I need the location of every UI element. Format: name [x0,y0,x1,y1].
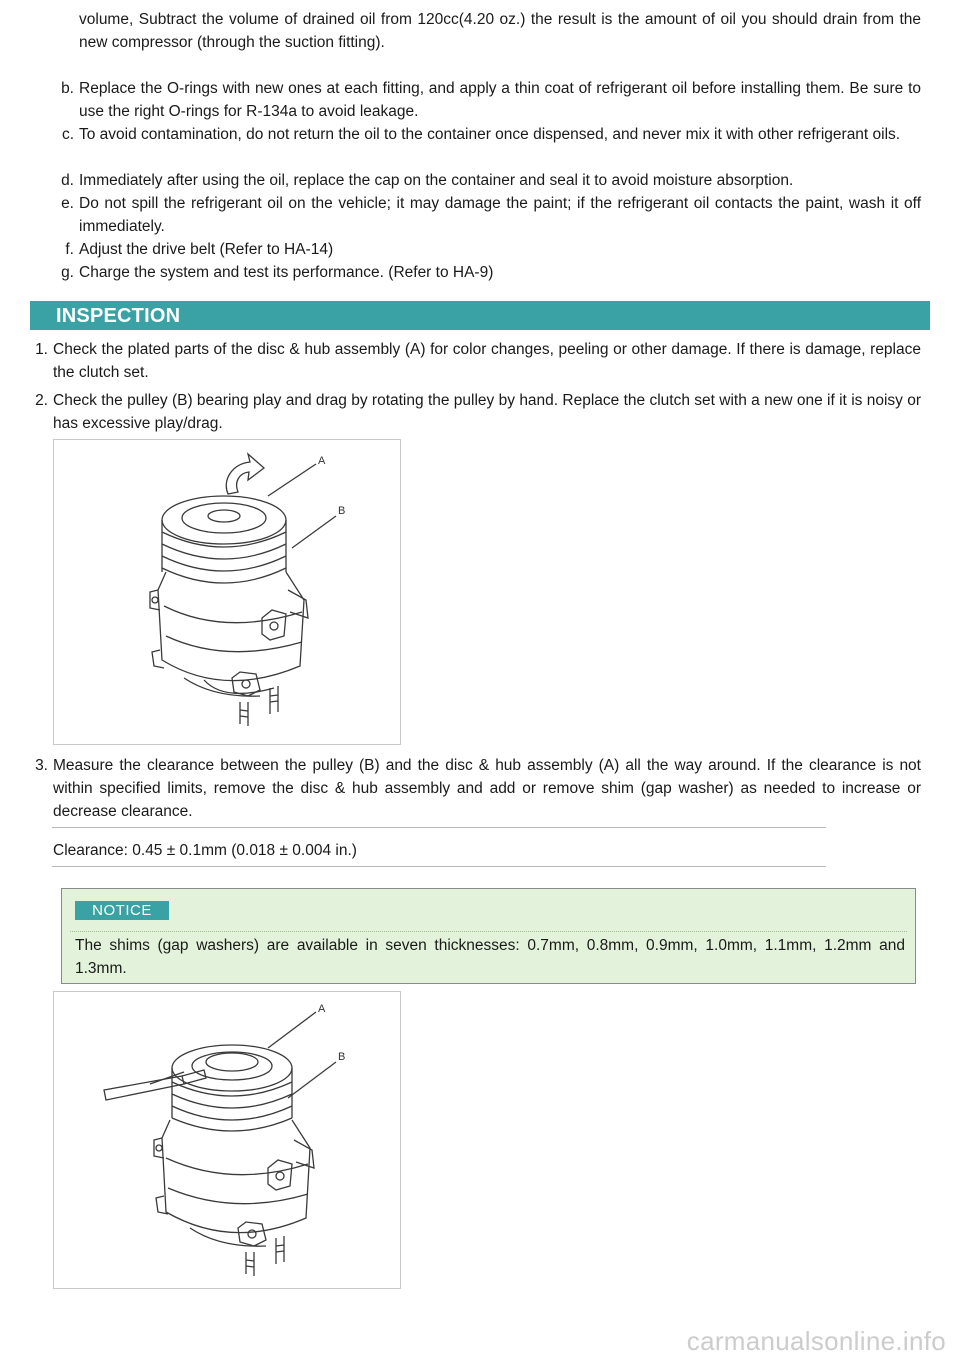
clearance-spec: Clearance: 0.45 ± 0.1mm (0.018 ± 0.004 in.) [53,842,357,859]
step-1-text: Check the plated parts of the disc & hub assembly (A) for color changes, peeling or other damage. If there is damage, replace the clutch set. [53,341,921,381]
step-d-label: d. [61,172,74,189]
compressor-figure-2 [53,991,401,1289]
step-b-label: b. [61,80,74,97]
section-title: INSPECTION [56,305,181,327]
step-f-label: f. [65,241,74,258]
step-3-label: 3. [35,757,48,774]
section-banner [30,301,930,330]
step-2-label: 2. [35,392,48,409]
step-g-text: Charge the system and test its performance. (Refer to HA-9) [79,264,494,281]
step-a-text: volume, Subtract the volume of drained oil from 120cc(4.20 oz.) the result is the amount of oil you should drain from the new compressor (through the suction fitting). [79,11,921,51]
step-c-text: To avoid contamination, do not return the oil to the container once dispensed, and never mix it with other refrigerant oils. [79,126,901,143]
step-2-text: Check the pulley (B) bearing play and drag by rotating the pulley by hand. Replace the clutch set with a new one if it is noisy or has excessive play/drag. [53,392,921,432]
notice-badge: NOTICE [75,901,169,920]
compressor-figure-1 [53,439,401,745]
step-c-label: c. [61,126,74,143]
spec-top-rule [52,827,826,828]
compressor-drawing-1 [54,440,400,744]
compressor-drawing-2 [54,992,400,1288]
step-d-text: Immediately after using the oil, replace the cap on the container and seal it to avoid moisture absorption. [79,172,794,189]
step-e-label: e. [61,195,74,212]
notice-box [61,888,916,984]
step-3-text: Measure the clearance between the pulley (B) and the disc & hub assembly (A) all the way around. If the clearance is not within specified limits, remove the disc & hub assembly and add or remove shim (gap washer) as needed to increase or decrease clearance. [53,757,921,820]
step-e-text: Do not spill the refrigerant oil on the vehicle; it may damage the paint; if the refrigerant oil contacts the paint, wash it off immediately. [79,195,921,235]
site-watermark: carmanualsonline.info [686,1326,946,1356]
spec-bottom-rule [52,866,826,867]
callout-a-2: A [318,1003,326,1015]
callout-b-1: B [338,505,346,517]
notice-text: The shims (gap washers) are available in seven thicknesses: 0.7mm, 0.8mm, 0.9mm, 1.0mm, 1.1mm, 1.2mm and 1.3mm. [75,937,905,977]
notice-separator [70,931,907,932]
step-f-text: Adjust the drive belt (Refer to HA-14) [79,241,334,258]
step-g-label: g. [61,264,74,281]
step-1-label: 1. [35,341,48,358]
step-b-text: Replace the O-rings with new ones at each fitting, and apply a thin coat of refrigerant oil before installing them. Be sure to use the right O-rings for R-134a to avoid leakage. [79,80,921,120]
callout-a-1: A [318,455,326,467]
callout-b-2: B [338,1051,346,1063]
